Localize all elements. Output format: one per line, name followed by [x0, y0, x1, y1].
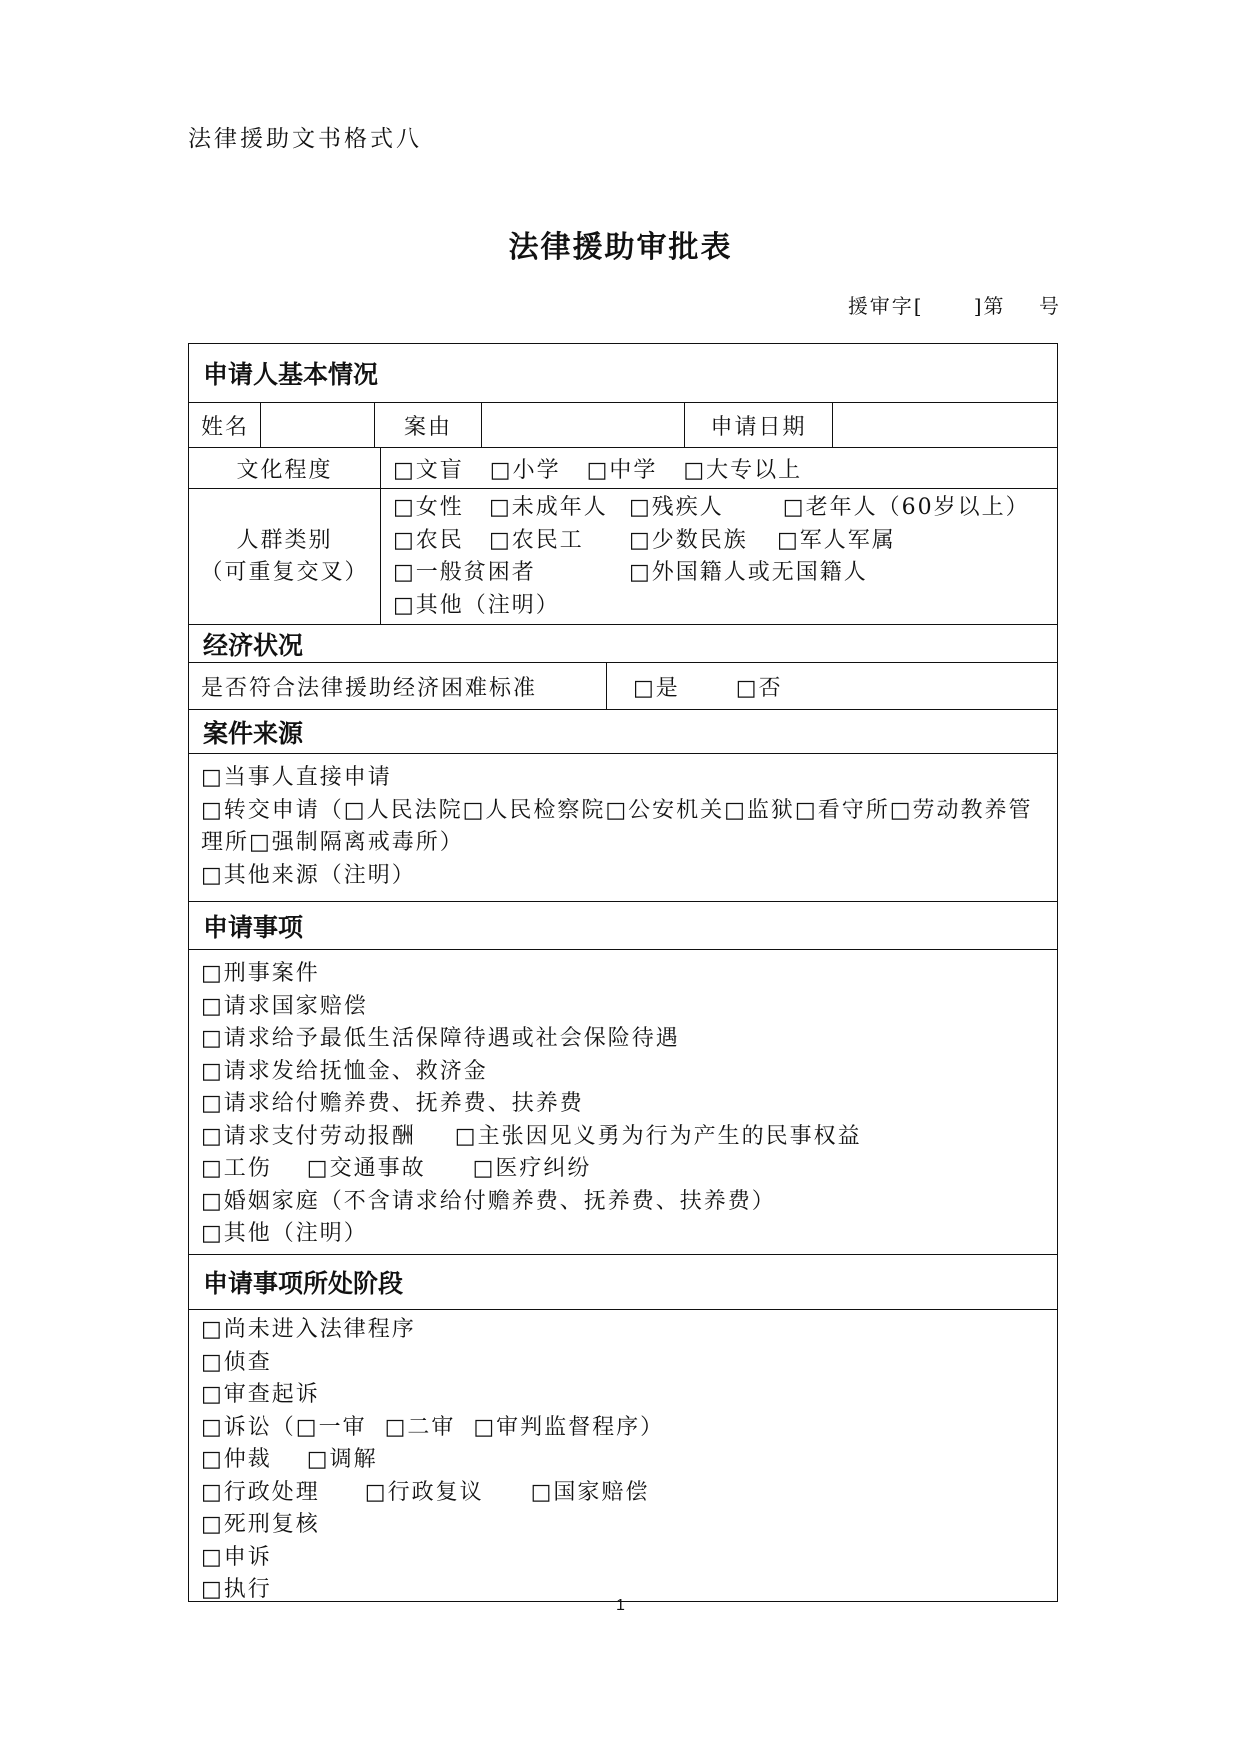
checkbox-female[interactable]: □女性	[393, 495, 464, 520]
stage-line-litigation	[201, 1412, 1045, 1445]
form-code: 法律援助文书格式八	[188, 126, 422, 152]
checkbox-pension-relief[interactable]: □请求发给抚恤金、救济金	[201, 1058, 488, 1084]
checkbox-medical-dispute[interactable]: □医疗纠纷	[472, 1156, 592, 1181]
checkbox-source-other[interactable]: □其他来源（注明）	[201, 862, 416, 888]
economy-options	[607, 663, 1057, 709]
approval-form	[188, 343, 1058, 1602]
section-applicant-heading	[189, 344, 1057, 403]
checkbox-pre-legal[interactable]: □尚未进入法律程序	[201, 1317, 416, 1342]
education-label: 文化程度	[189, 448, 381, 488]
checkbox-trial-supervision[interactable]: □审判监督程序）	[473, 1414, 665, 1440]
section-stage-heading	[189, 1255, 1057, 1310]
document-number: 援审字[ ]第 号	[847, 294, 1061, 318]
matters-body	[189, 950, 1057, 1255]
checkbox-military[interactable]: □军人军属	[777, 527, 896, 553]
stage-options	[189, 1310, 1057, 1611]
section-title: 申请事项所处阶段	[203, 1269, 404, 1298]
checkbox-group-other[interactable]: □其他（注明）	[393, 592, 560, 618]
economy-row	[189, 663, 1057, 710]
date-label: 申请日期	[685, 403, 833, 447]
checkbox-first-instance[interactable]: □一审	[295, 1414, 367, 1440]
date-field[interactable]	[833, 403, 1057, 447]
checkbox-support-payment[interactable]: □请求给付赡养费、抚养费、扶养费	[201, 1091, 584, 1116]
checkbox-investigation[interactable]: □侦查	[201, 1349, 272, 1375]
checkbox-admin-handling[interactable]: □行政处理	[201, 1479, 320, 1505]
name-field[interactable]	[261, 403, 375, 447]
checkbox-primary[interactable]: □小学	[489, 457, 561, 483]
source-body	[189, 754, 1057, 902]
section-title: 申请事项	[203, 912, 304, 942]
education-options	[381, 448, 1057, 488]
checkbox-disabled[interactable]: □残疾人	[629, 495, 724, 520]
checkbox-appeal[interactable]: □申诉	[201, 1544, 272, 1570]
checkbox-work-injury[interactable]: □工伤	[201, 1156, 272, 1181]
checkbox-minor[interactable]: □未成年人	[489, 495, 608, 520]
checkbox-stage-state-compensation[interactable]: □国家赔偿	[530, 1479, 650, 1505]
stage-line-arbitration	[201, 1444, 1045, 1477]
checkbox-yes[interactable]: □是	[633, 675, 680, 701]
section-title: 经济状况	[203, 630, 304, 660]
checkbox-execution[interactable]: □执行	[201, 1577, 272, 1602]
page-number: 1	[616, 1597, 625, 1614]
education-row	[189, 448, 1057, 489]
group-options-line-1b	[393, 492, 1057, 525]
checkbox-labor-pay[interactable]: □请求支付劳动报酬	[201, 1123, 416, 1149]
matters-line-injury	[201, 1153, 1045, 1186]
matters-options	[189, 950, 1057, 1255]
checkbox-secondary[interactable]: □中学	[586, 457, 658, 483]
section-title: 案件来源	[203, 718, 304, 748]
checkbox-foreigner[interactable]: □外国籍人或无国籍人	[629, 560, 868, 585]
section-economy-heading	[189, 625, 1057, 663]
checkbox-second-instance[interactable]: □二审	[384, 1414, 456, 1440]
checkbox-state-compensation[interactable]: □请求国家赔偿	[201, 993, 368, 1019]
checkbox-migrant-worker[interactable]: □农民工	[489, 527, 584, 553]
checkbox-elderly[interactable]: □老年人（60岁以上）	[782, 495, 1030, 520]
checkbox-admin-review[interactable]: □行政复议	[364, 1479, 484, 1505]
checkbox-litigation[interactable]: □诉讼（	[201, 1414, 296, 1440]
checkbox-college[interactable]: □大专以上	[683, 457, 803, 483]
checkbox-direct-application[interactable]: □当事人直接申请	[201, 765, 392, 790]
group-options-line-4	[393, 590, 1057, 623]
checkbox-no[interactable]: □否	[735, 675, 783, 701]
group-options	[381, 489, 1057, 624]
group-row	[189, 489, 1057, 625]
checkbox-ethnic-minority[interactable]: □少数民族	[629, 527, 748, 553]
economy-question: 是否符合法律援助经济困难标准	[189, 663, 607, 709]
checkbox-mediation[interactable]: □调解	[306, 1447, 378, 1472]
group-sublabel: （可重复交叉）	[200, 559, 369, 585]
checkbox-marriage-family[interactable]: □婚姻家庭（不含请求给付赡养费、抚养费、扶养费）	[201, 1188, 776, 1214]
checkbox-matters-other[interactable]: □其他（注明）	[201, 1221, 368, 1246]
checkbox-arbitration[interactable]: □仲裁	[201, 1447, 272, 1472]
checkbox-heroic-act[interactable]: □主张因见义勇为行为产生的民事权益	[454, 1123, 862, 1149]
stage-line-admin	[201, 1477, 1045, 1510]
applicant-basic-row	[189, 403, 1057, 448]
checkbox-prosecution-review[interactable]: □审查起诉	[201, 1382, 320, 1407]
section-source-heading	[189, 710, 1057, 754]
checkbox-farmer[interactable]: □农民	[393, 527, 464, 553]
group-options-line-3	[393, 557, 1057, 590]
group-label: 人群类别	[236, 527, 333, 553]
checkbox-transfer-application[interactable]: □转交申请（□人民法院□人民检察院□公安机关□监狱□看守所□劳动教养管理所□强制隔离戒毒所）	[201, 797, 1033, 855]
page-title: 法律援助审批表	[508, 230, 733, 265]
checkbox-illiterate[interactable]: □文盲	[393, 457, 464, 483]
stage-body	[189, 1310, 1057, 1601]
group-label-cell	[189, 489, 381, 624]
checkbox-poor[interactable]: □一般贫困者	[393, 560, 536, 585]
checkbox-death-penalty-review[interactable]: □死刑复核	[201, 1512, 320, 1537]
source-options	[189, 754, 1057, 896]
checkbox-traffic-accident[interactable]: □交通事故	[306, 1156, 426, 1181]
section-matters-heading	[189, 902, 1057, 950]
section-title: 申请人基本情况	[203, 360, 379, 389]
cause-label: 案由	[375, 403, 482, 447]
group-options-line-2	[393, 525, 1057, 558]
matters-line-labor	[201, 1121, 1045, 1154]
checkbox-criminal[interactable]: □刑事案件	[201, 961, 320, 986]
name-label: 姓名	[189, 403, 261, 447]
checkbox-social-security[interactable]: □请求给予最低生活保障待遇或社会保险待遇	[201, 1026, 680, 1051]
cause-field[interactable]	[482, 403, 685, 447]
